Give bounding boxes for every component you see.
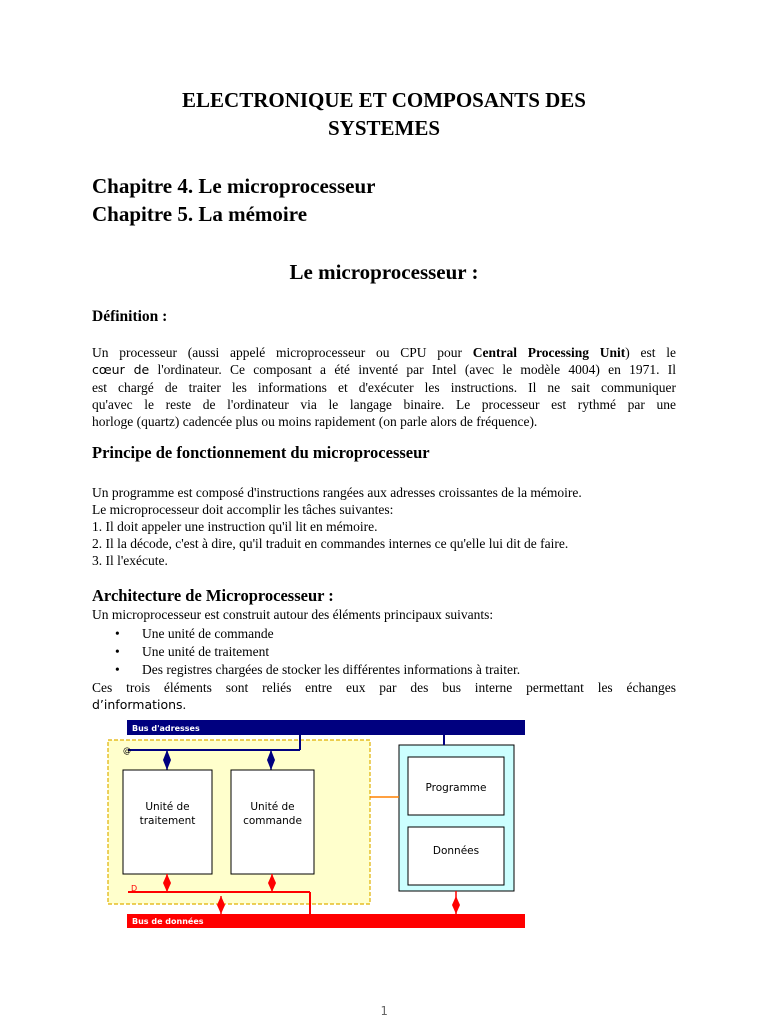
architecture-outro: Ces trois éléments sont reliés entre eux par des bus interne permettant les échanges d’informations. (92, 680, 676, 713)
principe-heading: Principe de fonctionnement du microprocesseur (92, 443, 430, 462)
definition-paragraph: Un processeur (aussi appelé microprocesseur ou CPU pour Central Processing Unit) est le cœur de l'ordinateur. Ce composant a été inventé par Intel (avec le modèle 4004) en 1971. Il est chargé de traiter les informations et d'exécuter les instructions. Il ne sait communiquer qu'avec le reste de l'ordinateur via le langage binaire. Le processeur est rythmé par une horloge (quartz) cadencée plus ou moins rapidement (on parle alors de fréquence). (92, 345, 676, 430)
data-diamond (452, 896, 460, 914)
address-marker: @ (123, 746, 131, 755)
address-bus-label: Bus d'adresses (132, 724, 200, 733)
svg-text:Unité de: Unité de (145, 801, 190, 813)
list-item: • Une unité de traitement (115, 643, 520, 661)
list-item: • Une unité de commande (115, 625, 520, 643)
architecture-heading: Architecture de Microprocesseur : (92, 586, 334, 605)
architecture-diagram (90, 716, 530, 932)
svg-text:Données: Données (432, 845, 480, 857)
definition-heading: Définition : (92, 308, 168, 325)
document-title: ELECTRONIQUE ET COMPOSANTS DES SYSTEMES (182, 88, 586, 140)
chapter-4-title: Chapitre 4. Le microprocesseur (92, 174, 376, 198)
svg-text:Unité de: Unité de (250, 801, 295, 813)
chapter-5-title: Chapitre 5. La mémoire (92, 202, 308, 226)
svg-text:traitement: traitement (139, 815, 196, 827)
section-title: Le microprocesseur : (289, 260, 479, 284)
list-item: • Des registres chargées de stocker les différentes informations à traiter. (115, 661, 520, 679)
architecture-list (115, 625, 520, 679)
architecture-intro: Un microprocesseur est construit autour des éléments principaux suivants: (92, 607, 494, 622)
data-marker: D (131, 884, 138, 893)
data-bus-label: Bus de données (132, 917, 204, 926)
svg-text:commande: commande (243, 815, 302, 827)
page-number: 1 (380, 1004, 388, 1018)
principe-text: Un programme est composé d'instructions rangées aux adresses croissantes de la mémoire. Le microprocesseur doit accomplir les tâches suivantes: 1. Il doit appeler une instruction qu'il lit en mémoire. 2. Il la décode, c'est à dire, qu'il traduit en commandes internes ce qu'elle lui dit de faire. 3. Il l'exécute. (92, 485, 582, 568)
svg-text:Programme: Programme (425, 782, 487, 794)
